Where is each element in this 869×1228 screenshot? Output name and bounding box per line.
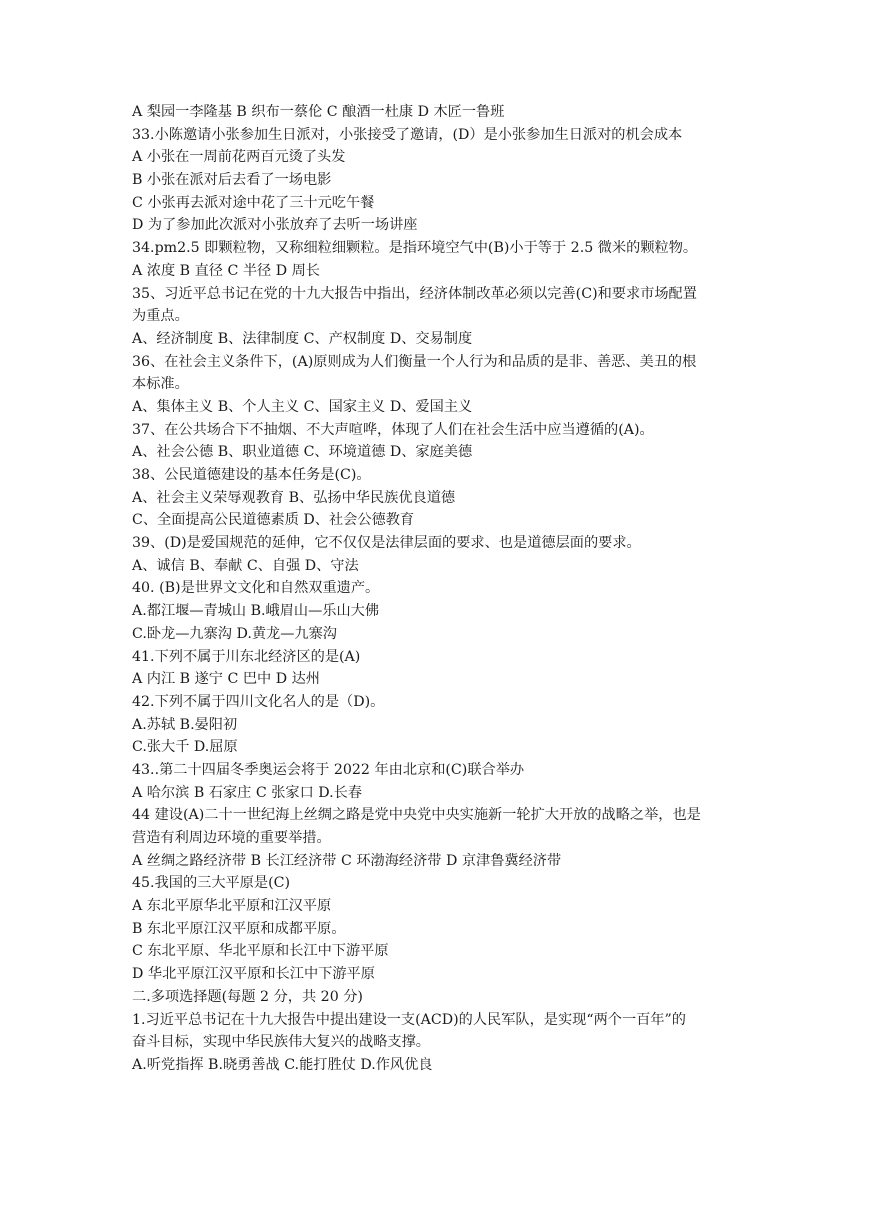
question-38: 38、公民道德建设的基本任务是(C)。 — [132, 467, 371, 483]
question-45: 45.我国的三大平原是(C) — [132, 875, 290, 892]
option-line: C、全面提高公民道德素质 D、社会公德教育 — [132, 512, 415, 529]
option-line: A 哈尔滨 B 石家庄 C 张家口 D.长春 — [132, 784, 363, 801]
option-line: A 丝绸之路经济带 B 长江经济带 C 环渤海经济带 D 京津鲁冀经济带 — [132, 852, 562, 869]
question-40: 40. (B)是世界文文化和自然双重遗产。 — [132, 580, 380, 597]
question-36: 36、在社会主义条件下，(A)原则成为人们衡量一个人行为和品质的是非、善恶、美丑的根 — [132, 353, 697, 370]
option-line: A 内江 B 遂宁 C 巴中 D 达州 — [132, 671, 320, 688]
question-44: 44 建设(A)二十一世纪海上丝绸之路是党中央党中央实施新一轮扩大开放的战略之举，也是 — [132, 807, 701, 824]
option-line: A 小张在一周前花两百元烫了头发 — [132, 149, 346, 166]
option-line: C.卧龙—九寨沟 D.黄龙—九寨沟 — [132, 625, 337, 642]
question-37: 37、在公共场合下不抽烟、不大声喧哗，体现了人们在社会生活中应当遵循的(A)。 — [132, 421, 654, 438]
question-42: 42.下列不属于四川文化名人的是（D)。 — [132, 693, 385, 710]
option-line: D 华北平原江汉平原和长江中下游平原 — [132, 966, 375, 983]
question-34: 34.pm2.5 即颗粒物，又称细粒细颗粒。是指环境空气中(B)小于等于 2.5 微米的颗粒物。 — [132, 240, 698, 257]
option-line: C.张大千 D.屈原 — [132, 739, 238, 756]
multi-question-1: 1.习近平总书记在十九大报告中提出建设一支(ACD)的人民军队，是实现“两个一百年”的 — [132, 1011, 686, 1028]
option-line: A、社会公德 B、职业道德 C、环境道德 D、家庭美德 — [132, 444, 473, 461]
option-line: A 东北平原华北平原和江汉平原 — [132, 898, 332, 915]
option-line: A 浓度 B 直径 C 半径 D 周长 — [132, 262, 320, 279]
document-page — [132, 101, 744, 1077]
section-heading: 二.多项选择题(每题 2 分，共 20 分) — [132, 988, 363, 1005]
text-line: 为重点。 — [132, 308, 189, 325]
option-line: A.苏轼 B.晏阳初 — [132, 716, 238, 733]
option-line: A、社会主义荣辱观教育 B、弘扬中华民族优良道德 — [132, 489, 456, 506]
question-41: 41.下列不属于川东北经济区的是(A) — [132, 648, 361, 665]
option-line: A、诚信 B、奉献 C、自强 D、守法 — [132, 557, 359, 574]
text-line: 本标准。 — [132, 376, 189, 393]
option-line: C 东北平原、华北平原和长江中下游平原 — [132, 943, 389, 960]
option-line: B 小张在派对后去看了一场电影 — [132, 172, 332, 189]
option-line: C 小张再去派对途中花了三十元吃午餐 — [132, 194, 375, 211]
option-line: A.都江堰—青城山 B.峨眉山—乐山大佛 — [132, 603, 380, 620]
option-line: A.听党指挥 B.晓勇善战 C.能打胜仗 D.作风优良 — [132, 1056, 433, 1073]
option-line: A、集体主义 B、个人主义 C、国家主义 D、爱国主义 — [132, 398, 473, 415]
question-35: 35、习近平总书记在党的十九大报告中指出，经济体制改革必须以完善(C)和要求市场配置 — [132, 285, 697, 302]
question-33: 33.小陈邀请小张参加生日派对，小张接受了邀请，(D）是小张参加生日派对的机会成本 — [132, 126, 683, 143]
text-line: 营造有利周边环境的重要举措。 — [132, 830, 331, 846]
text-line: 奋斗目标，实现中华民族伟大复兴的战略支撑。 — [132, 1034, 430, 1051]
option-line: A、经济制度 B、法律制度 C、产权制度 D、交易制度 — [132, 330, 473, 347]
question-43: 43..第二十四届冬季奥运会将于 2022 年由北京和(C)联合举办 — [132, 761, 525, 778]
option-line: D 为了参加此次派对小张放弃了去听一场讲座 — [132, 217, 418, 234]
text-line: A 梨园一李隆基 B 织布一蔡伦 C 酿酒一杜康 D 木匠一鲁班 — [132, 104, 505, 120]
option-line: B 东北平原江汉平原和成都平原。 — [132, 920, 346, 937]
question-39: 39、(D)是爱国规范的延伸，它不仅仅是法律层面的要求、也是道德层面的要求。 — [132, 535, 641, 552]
